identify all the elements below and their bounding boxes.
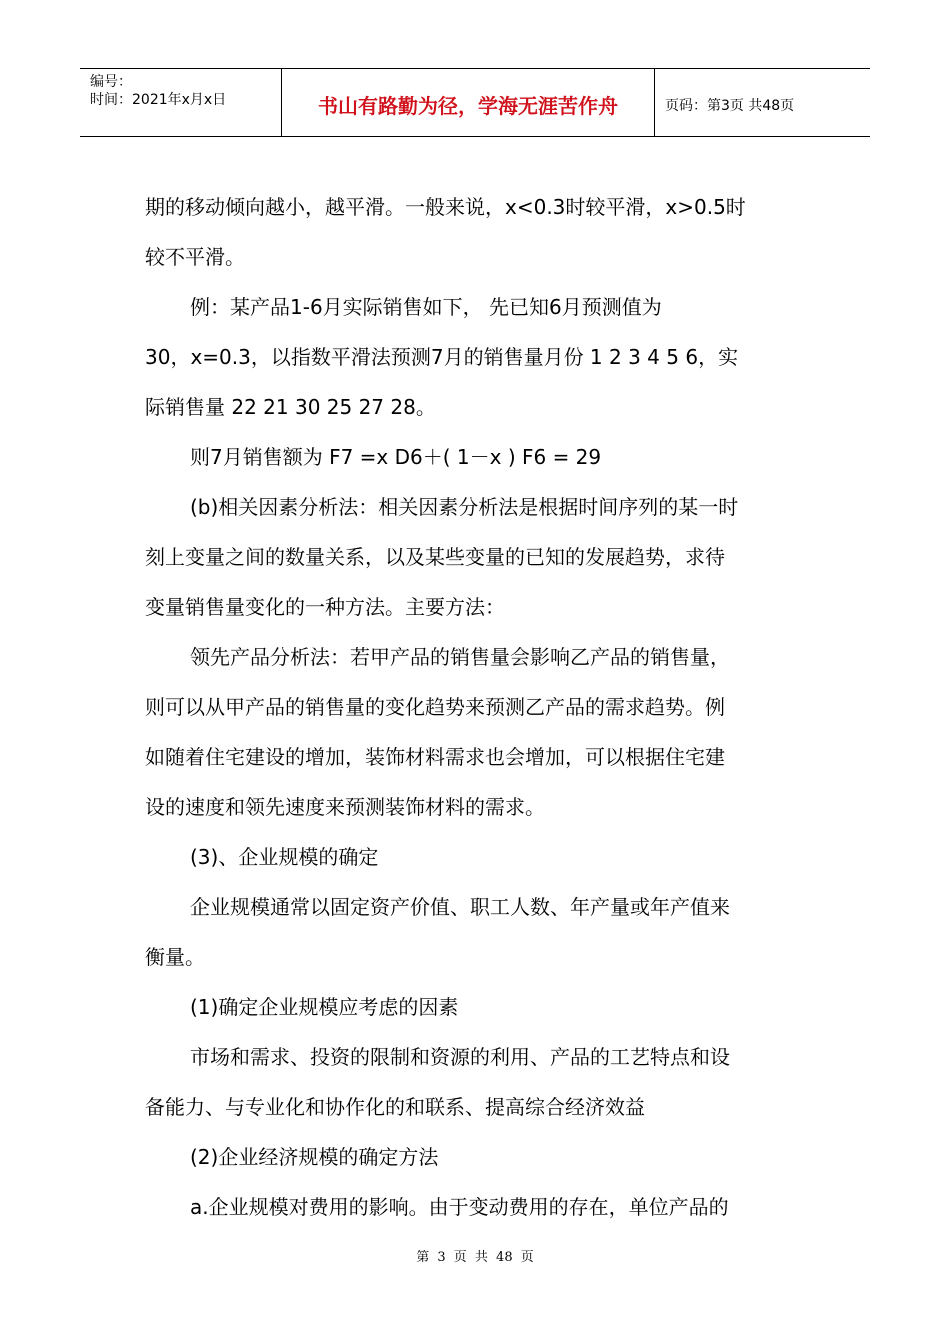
page-footer: 第 3 页 共 48 页 [416, 1250, 534, 1265]
body-line: (1)确定企业规模应考虑的因素 [190, 995, 459, 1019]
document-number-label: 编号： [90, 74, 132, 90]
body-line: 衡量。 [145, 945, 205, 969]
body-line: (3)、企业规模的确定 [190, 845, 379, 869]
body-line: 则可以从甲产品的销售量的变化趋势来预测乙产品的需求趋势。例 [145, 695, 725, 719]
body-line: 领先产品分析法：若甲产品的销售量会影响乙产品的销售量， [190, 645, 730, 669]
body-line: 变量销售量变化的一种方法。主要方法： [145, 595, 505, 619]
body-line: a.企业规模对费用的影响。由于变动费用的存在，单位产品的 [190, 1195, 729, 1219]
body-line: 较不平滑。 [145, 245, 245, 269]
page-header [80, 68, 870, 137]
body-line: (2)企业经济规模的确定方法 [190, 1145, 439, 1169]
header-slogan: 书山有路勤为径，学海无涯苦作舟 [282, 69, 655, 136]
body-line: 例：某产品1-6月实际销售如下， 先已知6月预测值为 [190, 295, 662, 319]
body-line: 企业规模通常以固定资产价值、职工人数、年产量或年产值来 [190, 895, 730, 919]
body-line: 如随着住宅建设的增加，装饰材料需求也会增加，可以根据住宅建 [145, 745, 725, 769]
document-time-label: 时间：2021年x月x日 [90, 92, 227, 108]
body-line: 备能力、与专业化和协作化的和联系、提高综合经济效益 [145, 1095, 645, 1119]
body-line: 设的速度和领先速度来预测装饰材料的需求。 [145, 795, 545, 819]
document-body [145, 182, 805, 1232]
body-line: 则7月销售额为 F7 =x D6＋( 1－x ) F6 = 29 [190, 445, 602, 469]
body-line: 市场和需求、投资的限制和资源的利用、产品的工艺特点和设 [190, 1045, 730, 1069]
body-line: 际销售量 22 21 30 25 27 28。 [145, 395, 436, 419]
header-page-info: 页码：第3页 共48页 [665, 97, 795, 114]
body-line: (b)相关因素分析法：相关因素分析法是根据时间序列的某一时 [190, 495, 739, 519]
body-line: 期的移动倾向越小，越平滑。一般来说，x<0.3时较平滑，x>0.5时 [145, 195, 746, 219]
body-line: 刻上变量之间的数量关系，以及某些变量的已知的发展趋势，求待 [145, 545, 725, 569]
body-line: 30，x=0.3，以指数平滑法预测7月的销售量月份 1 2 3 4 5 6，实 [145, 345, 739, 369]
header-meta [80, 69, 282, 136]
